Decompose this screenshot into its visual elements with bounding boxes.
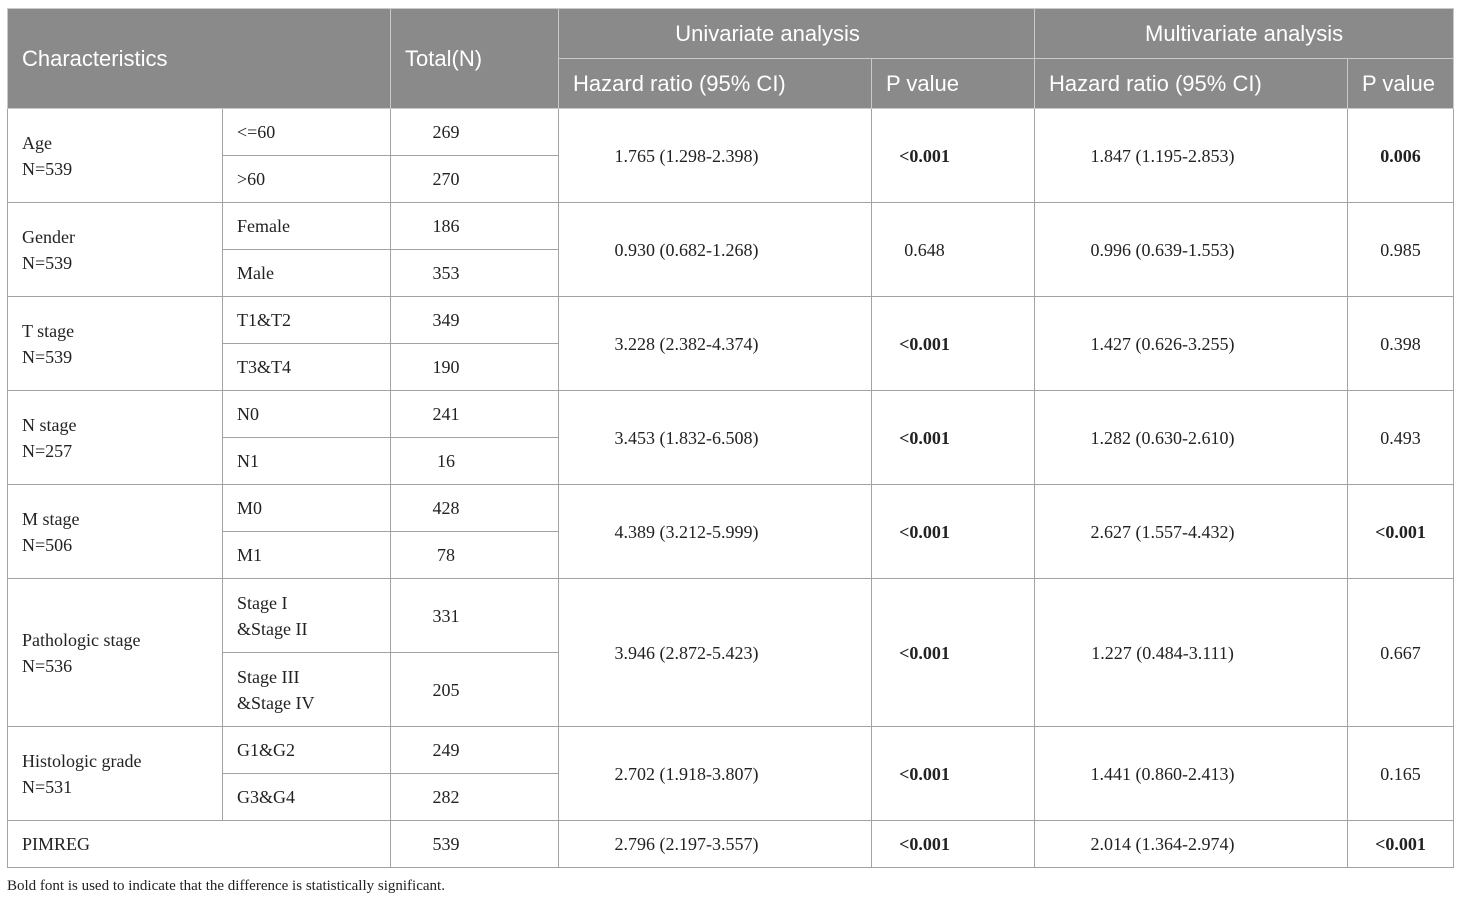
- table-row-m-stage: [8, 485, 1454, 532]
- univariate-p-value: <0.001: [872, 297, 1035, 391]
- subgroup-label: [223, 579, 391, 653]
- characteristic-count: N=539: [22, 158, 73, 179]
- multivariate-hazard-ratio: 1.282 (0.630-2.610): [1035, 391, 1348, 485]
- univariate-hazard-ratio: 0.930 (0.682-1.268): [559, 203, 872, 297]
- subgroup-label: Male: [223, 250, 391, 297]
- characteristic-name: Histologic grade: [22, 750, 142, 771]
- subgroup-label-line: &Stage II: [237, 618, 308, 639]
- subgroup-total: 353: [391, 250, 559, 297]
- subgroup-label: <=60: [223, 109, 391, 156]
- multivariate-p-value: 0.985: [1348, 203, 1454, 297]
- univariate-p-value: <0.001: [872, 391, 1035, 485]
- characteristic-name: Pathologic stage: [22, 629, 141, 650]
- characteristic-cell: [8, 579, 223, 727]
- multivariate-p-value: <0.001: [1348, 485, 1454, 579]
- table-row-n-stage: [8, 391, 1454, 438]
- univariate-p-value: <0.001: [872, 821, 1035, 868]
- univariate-hazard-ratio: 2.796 (2.197-3.557): [559, 821, 872, 868]
- univariate-p-value: <0.001: [872, 727, 1035, 821]
- characteristic-cell: [8, 203, 223, 297]
- table-footnote: Bold font is used to indicate that the difference is statistically significant.: [7, 878, 445, 894]
- header-multivariate-hazard-ratio: Hazard ratio (95% CI): [1035, 59, 1348, 109]
- subgroup-label-line: Stage III: [237, 666, 300, 687]
- multivariate-p-value: 0.398: [1348, 297, 1454, 391]
- univariate-hazard-ratio: 2.702 (1.918-3.807): [559, 727, 872, 821]
- header-univariate-p-value: P value: [872, 59, 1035, 109]
- characteristic-cell: [8, 485, 223, 579]
- subgroup-label: G3&G4: [223, 774, 391, 821]
- multivariate-hazard-ratio: 0.996 (0.639-1.553): [1035, 203, 1348, 297]
- subgroup-label: M0: [223, 485, 391, 532]
- multivariate-p-value: 0.006: [1348, 109, 1454, 203]
- characteristic-count: N=536: [22, 655, 73, 676]
- subgroup-total: 269: [391, 109, 559, 156]
- multivariate-hazard-ratio: 2.014 (1.364-2.974): [1035, 821, 1348, 868]
- multivariate-p-value: 0.165: [1348, 727, 1454, 821]
- characteristic-name: T stage: [22, 320, 75, 341]
- header-multivariate-p-value: P value: [1348, 59, 1454, 109]
- subgroup-label: [223, 653, 391, 727]
- subgroup-total: 16: [391, 438, 559, 485]
- characteristic-cell: [8, 297, 223, 391]
- characteristic-count: N=257: [22, 440, 73, 461]
- subgroup-total: 78: [391, 532, 559, 579]
- characteristic-count: N=506: [22, 534, 73, 555]
- header-characteristics: Characteristics: [8, 9, 391, 109]
- subgroup-label: G1&G2: [223, 727, 391, 774]
- univariate-p-value: <0.001: [872, 579, 1035, 727]
- subgroup-total: 205: [391, 653, 559, 727]
- header-univariate-hazard-ratio: Hazard ratio (95% CI): [559, 59, 872, 109]
- subgroup-label: T1&T2: [223, 297, 391, 344]
- univariate-hazard-ratio: 1.765 (1.298-2.398): [559, 109, 872, 203]
- header-multivariate-analysis: Multivariate analysis: [1035, 9, 1454, 59]
- table-row-pimreg: [8, 821, 1454, 868]
- univariate-p-value: <0.001: [872, 109, 1035, 203]
- table-row-gender: [8, 203, 1454, 250]
- subgroup-total: 282: [391, 774, 559, 821]
- characteristic-name: M stage: [22, 508, 80, 529]
- univariate-p-value: 0.648: [872, 203, 1035, 297]
- multivariate-hazard-ratio: 1.427 (0.626-3.255): [1035, 297, 1348, 391]
- multivariate-p-value: <0.001: [1348, 821, 1454, 868]
- subgroup-total: 241: [391, 391, 559, 438]
- characteristic-cell: [8, 727, 223, 821]
- table-row-pathologic-stage: [8, 579, 1454, 653]
- subgroup-label: N1: [223, 438, 391, 485]
- table-row-age: [8, 109, 1454, 156]
- cox-regression-table: [7, 8, 1454, 868]
- univariate-hazard-ratio: 4.389 (3.212-5.999): [559, 485, 872, 579]
- subgroup-total: 249: [391, 727, 559, 774]
- characteristic-count: N=539: [22, 252, 73, 273]
- characteristic-name: N stage: [22, 414, 77, 435]
- header-total: Total(N): [391, 9, 559, 109]
- subgroup-total: 349: [391, 297, 559, 344]
- characteristic-name: Age: [22, 132, 52, 153]
- subgroup-total: 331: [391, 579, 559, 653]
- multivariate-p-value: 0.667: [1348, 579, 1454, 727]
- subgroup-label: N0: [223, 391, 391, 438]
- table-row-histologic-grade: [8, 727, 1454, 774]
- multivariate-hazard-ratio: 1.227 (0.484-3.111): [1035, 579, 1348, 727]
- characteristic-count: N=539: [22, 346, 73, 367]
- subgroup-label: >60: [223, 156, 391, 203]
- subgroup-total: 190: [391, 344, 559, 391]
- characteristic-cell: [8, 391, 223, 485]
- univariate-hazard-ratio: 3.946 (2.872-5.423): [559, 579, 872, 727]
- univariate-hazard-ratio: 3.228 (2.382-4.374): [559, 297, 872, 391]
- subgroup-total: 428: [391, 485, 559, 532]
- characteristic-count: N=531: [22, 776, 73, 797]
- subgroup-total: 539: [391, 821, 559, 868]
- multivariate-p-value: 0.493: [1348, 391, 1454, 485]
- header-univariate-analysis: Univariate analysis: [559, 9, 1035, 59]
- characteristic-name: Gender: [22, 226, 75, 247]
- multivariate-hazard-ratio: 2.627 (1.557-4.432): [1035, 485, 1348, 579]
- subgroup-label: Female: [223, 203, 391, 250]
- subgroup-label-line: Stage I: [237, 592, 288, 613]
- subgroup-label: T3&T4: [223, 344, 391, 391]
- subgroup-total: 186: [391, 203, 559, 250]
- characteristic-cell: [8, 109, 223, 203]
- multivariate-hazard-ratio: 1.441 (0.860-2.413): [1035, 727, 1348, 821]
- subgroup-label: M1: [223, 532, 391, 579]
- characteristic-name: PIMREG: [8, 821, 391, 868]
- subgroup-label-line: &Stage IV: [237, 692, 315, 713]
- univariate-p-value: <0.001: [872, 485, 1035, 579]
- table-row-t-stage: [8, 297, 1454, 344]
- subgroup-total: 270: [391, 156, 559, 203]
- univariate-hazard-ratio: 3.453 (1.832-6.508): [559, 391, 872, 485]
- multivariate-hazard-ratio: 1.847 (1.195-2.853): [1035, 109, 1348, 203]
